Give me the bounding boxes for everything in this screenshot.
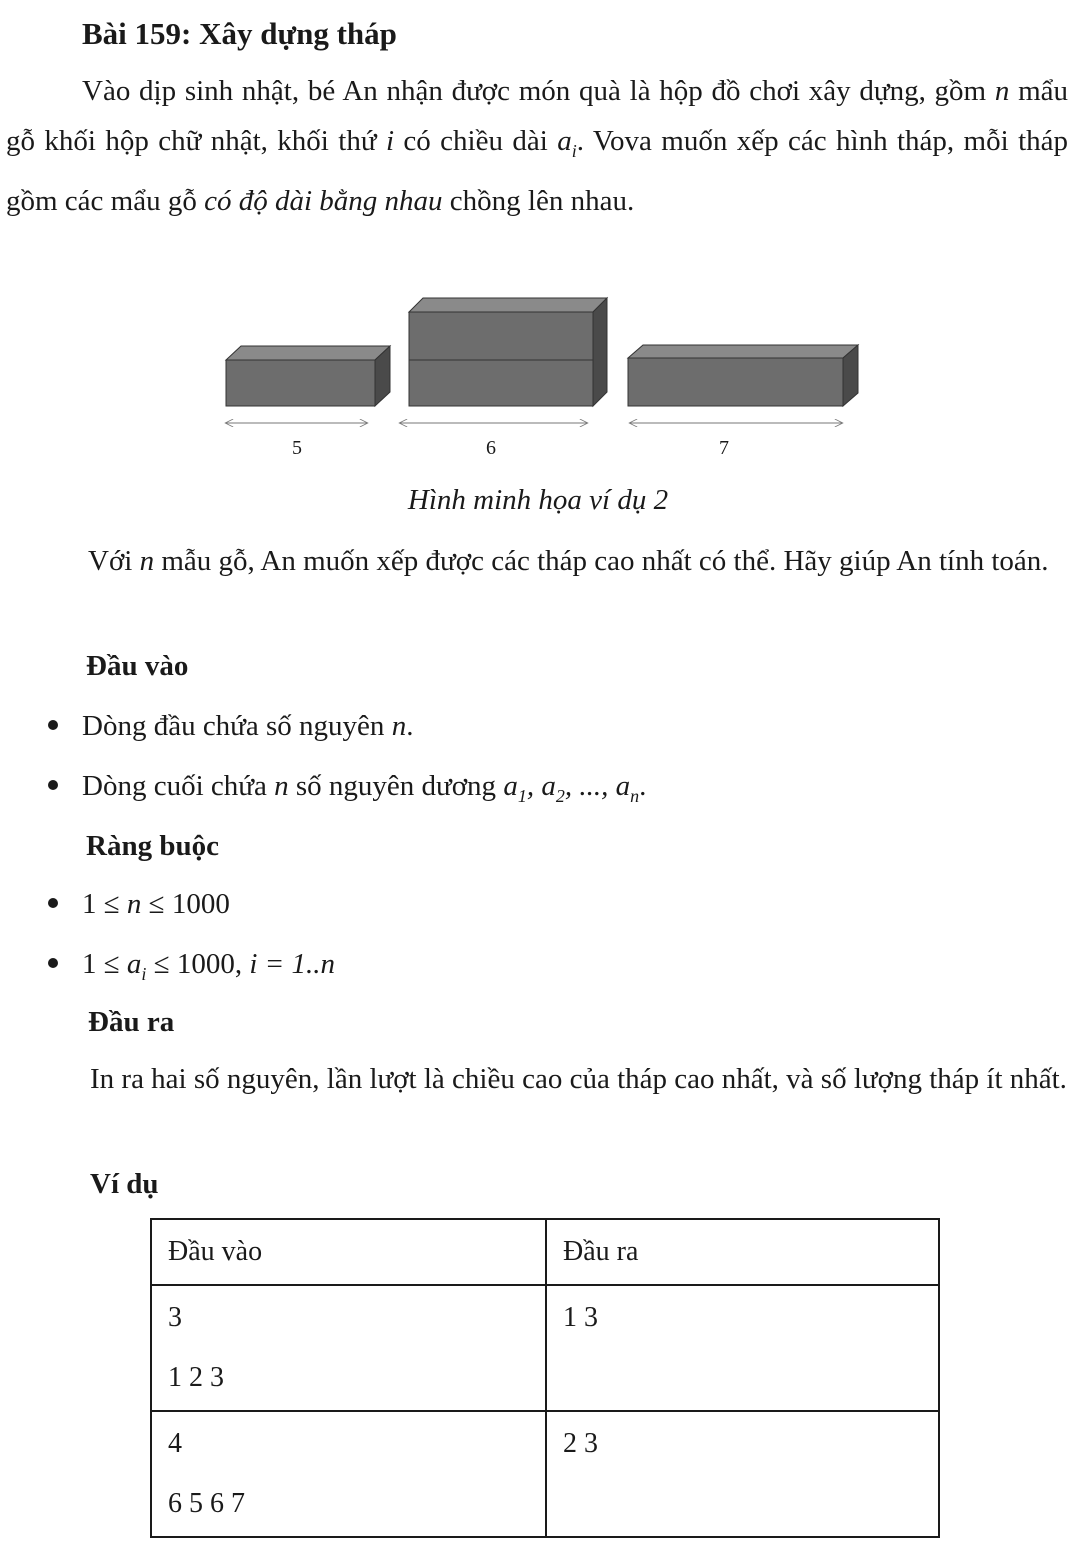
bullet-text: . <box>639 770 647 802</box>
table-row <box>151 1411 939 1537</box>
tower-3 <box>628 345 858 406</box>
task-paragraph <box>6 536 1068 586</box>
bullet-dot <box>48 958 58 968</box>
var-a-sub: i <box>571 140 577 161</box>
var-n: n <box>139 545 155 577</box>
input-line: 6 5 6 7 <box>168 1488 245 1519</box>
figure-caption: Hình minh họa ví dụ 2 <box>407 484 669 516</box>
var-range: i = 1..n <box>249 948 335 980</box>
bullet-text: số nguyên dương <box>288 770 504 802</box>
constraint-bullet-2 <box>48 948 335 985</box>
var-a: a <box>557 125 572 157</box>
input-line: 4 <box>168 1428 182 1459</box>
intro-paragraph <box>6 66 1068 226</box>
task-text: Với <box>88 545 140 577</box>
intro-text: . Vova muốn xếp các hình tháp, mỗi tháp gồm các mẩu gỗ <box>6 125 1068 217</box>
output-cell <box>546 1285 939 1411</box>
input-bullet-1 <box>48 710 413 743</box>
block-top <box>409 298 607 312</box>
bullet-text: . <box>406 710 414 742</box>
problem-title: Bài 159: Xây dựng tháp <box>82 16 397 51</box>
bullet-dot <box>48 720 58 730</box>
tower-2 <box>409 298 607 406</box>
task-text: mẫu gỗ, An muốn xếp được các tháp cao nhất có thể. Hãy giúp An tính toán. <box>154 545 1049 577</box>
output-paragraph: In ra hai số nguyên, lần lượt là chiều cao của tháp cao nhất, và số lượng tháp ít nhất. <box>90 1063 1067 1095</box>
intro-text: có chiều dài <box>394 125 558 157</box>
var-a: a <box>541 770 556 802</box>
bullet-text: ≤ 1000 <box>141 888 230 920</box>
input-line: 1 2 3 <box>168 1362 224 1393</box>
input-cell <box>151 1285 546 1411</box>
var-n: n <box>274 770 289 802</box>
var-n: n <box>994 75 1010 107</box>
example-heading: Ví dụ <box>90 1168 159 1200</box>
output-heading: Đầu ra <box>88 1006 175 1038</box>
block-front <box>409 312 593 360</box>
separator: , <box>526 770 542 802</box>
intro-text: Vào dịp sinh nhật, bé An nhận được món quà là hộp đồ chơi xây dựng, gồm <box>82 75 995 107</box>
var-n: n <box>126 888 142 920</box>
input-cell <box>151 1411 546 1537</box>
table-header-row <box>151 1219 939 1285</box>
bullet-dot <box>48 780 58 790</box>
constraint-bullet-1 <box>48 888 230 921</box>
bullet-text: ≤ 1000, <box>146 948 250 980</box>
length-label-2: 6 <box>486 437 496 459</box>
var-sub: n <box>630 785 640 806</box>
block-front <box>226 360 375 406</box>
bullet-text: Dòng cuối chứa <box>82 770 275 802</box>
intro-text: mẩu gỗ khối hộp chữ nhật, khối thứ <box>6 75 1069 157</box>
block-top <box>628 345 858 358</box>
emphasis-text: có độ dài bằng nhau <box>204 184 443 217</box>
var-a: a <box>503 770 518 802</box>
var-sub: 1 <box>517 785 527 806</box>
output-cell <box>546 1411 939 1537</box>
separator: , ..., <box>564 770 616 802</box>
header-output: Đầu ra <box>546 1219 939 1285</box>
bullet-dot <box>48 898 58 908</box>
input-line: 3 <box>168 1302 182 1333</box>
length-label-3: 7 <box>719 437 729 459</box>
var-sub: 2 <box>555 785 565 806</box>
table-row <box>151 1285 939 1411</box>
var-sub: i <box>141 963 147 984</box>
header-input: Đầu vào <box>151 1219 546 1285</box>
bullet-text: 1 ≤ <box>82 948 127 980</box>
var-i: i <box>385 125 394 157</box>
bullet-text: 1 ≤ <box>82 888 127 920</box>
tower-1 <box>226 346 390 406</box>
example-table <box>150 1218 940 1538</box>
var-n: n <box>391 710 407 742</box>
input-bullet-2 <box>48 770 646 807</box>
input-heading: Đầu vào <box>86 650 189 682</box>
block-side <box>593 298 607 406</box>
var-a: a <box>615 770 631 802</box>
length-label-1: 5 <box>292 437 302 459</box>
block-front <box>628 358 843 406</box>
block-top <box>226 346 390 360</box>
bullet-text: Dòng đầu chứa số nguyên <box>82 710 392 742</box>
output-line: 1 3 <box>563 1302 598 1333</box>
block-front <box>409 360 593 406</box>
towers-figure <box>215 290 875 470</box>
intro-text: chồng lên nhau. <box>442 184 635 217</box>
var-a: a <box>126 948 142 980</box>
output-line: 2 3 <box>563 1428 598 1459</box>
constraints-heading: Ràng buộc <box>86 830 219 862</box>
